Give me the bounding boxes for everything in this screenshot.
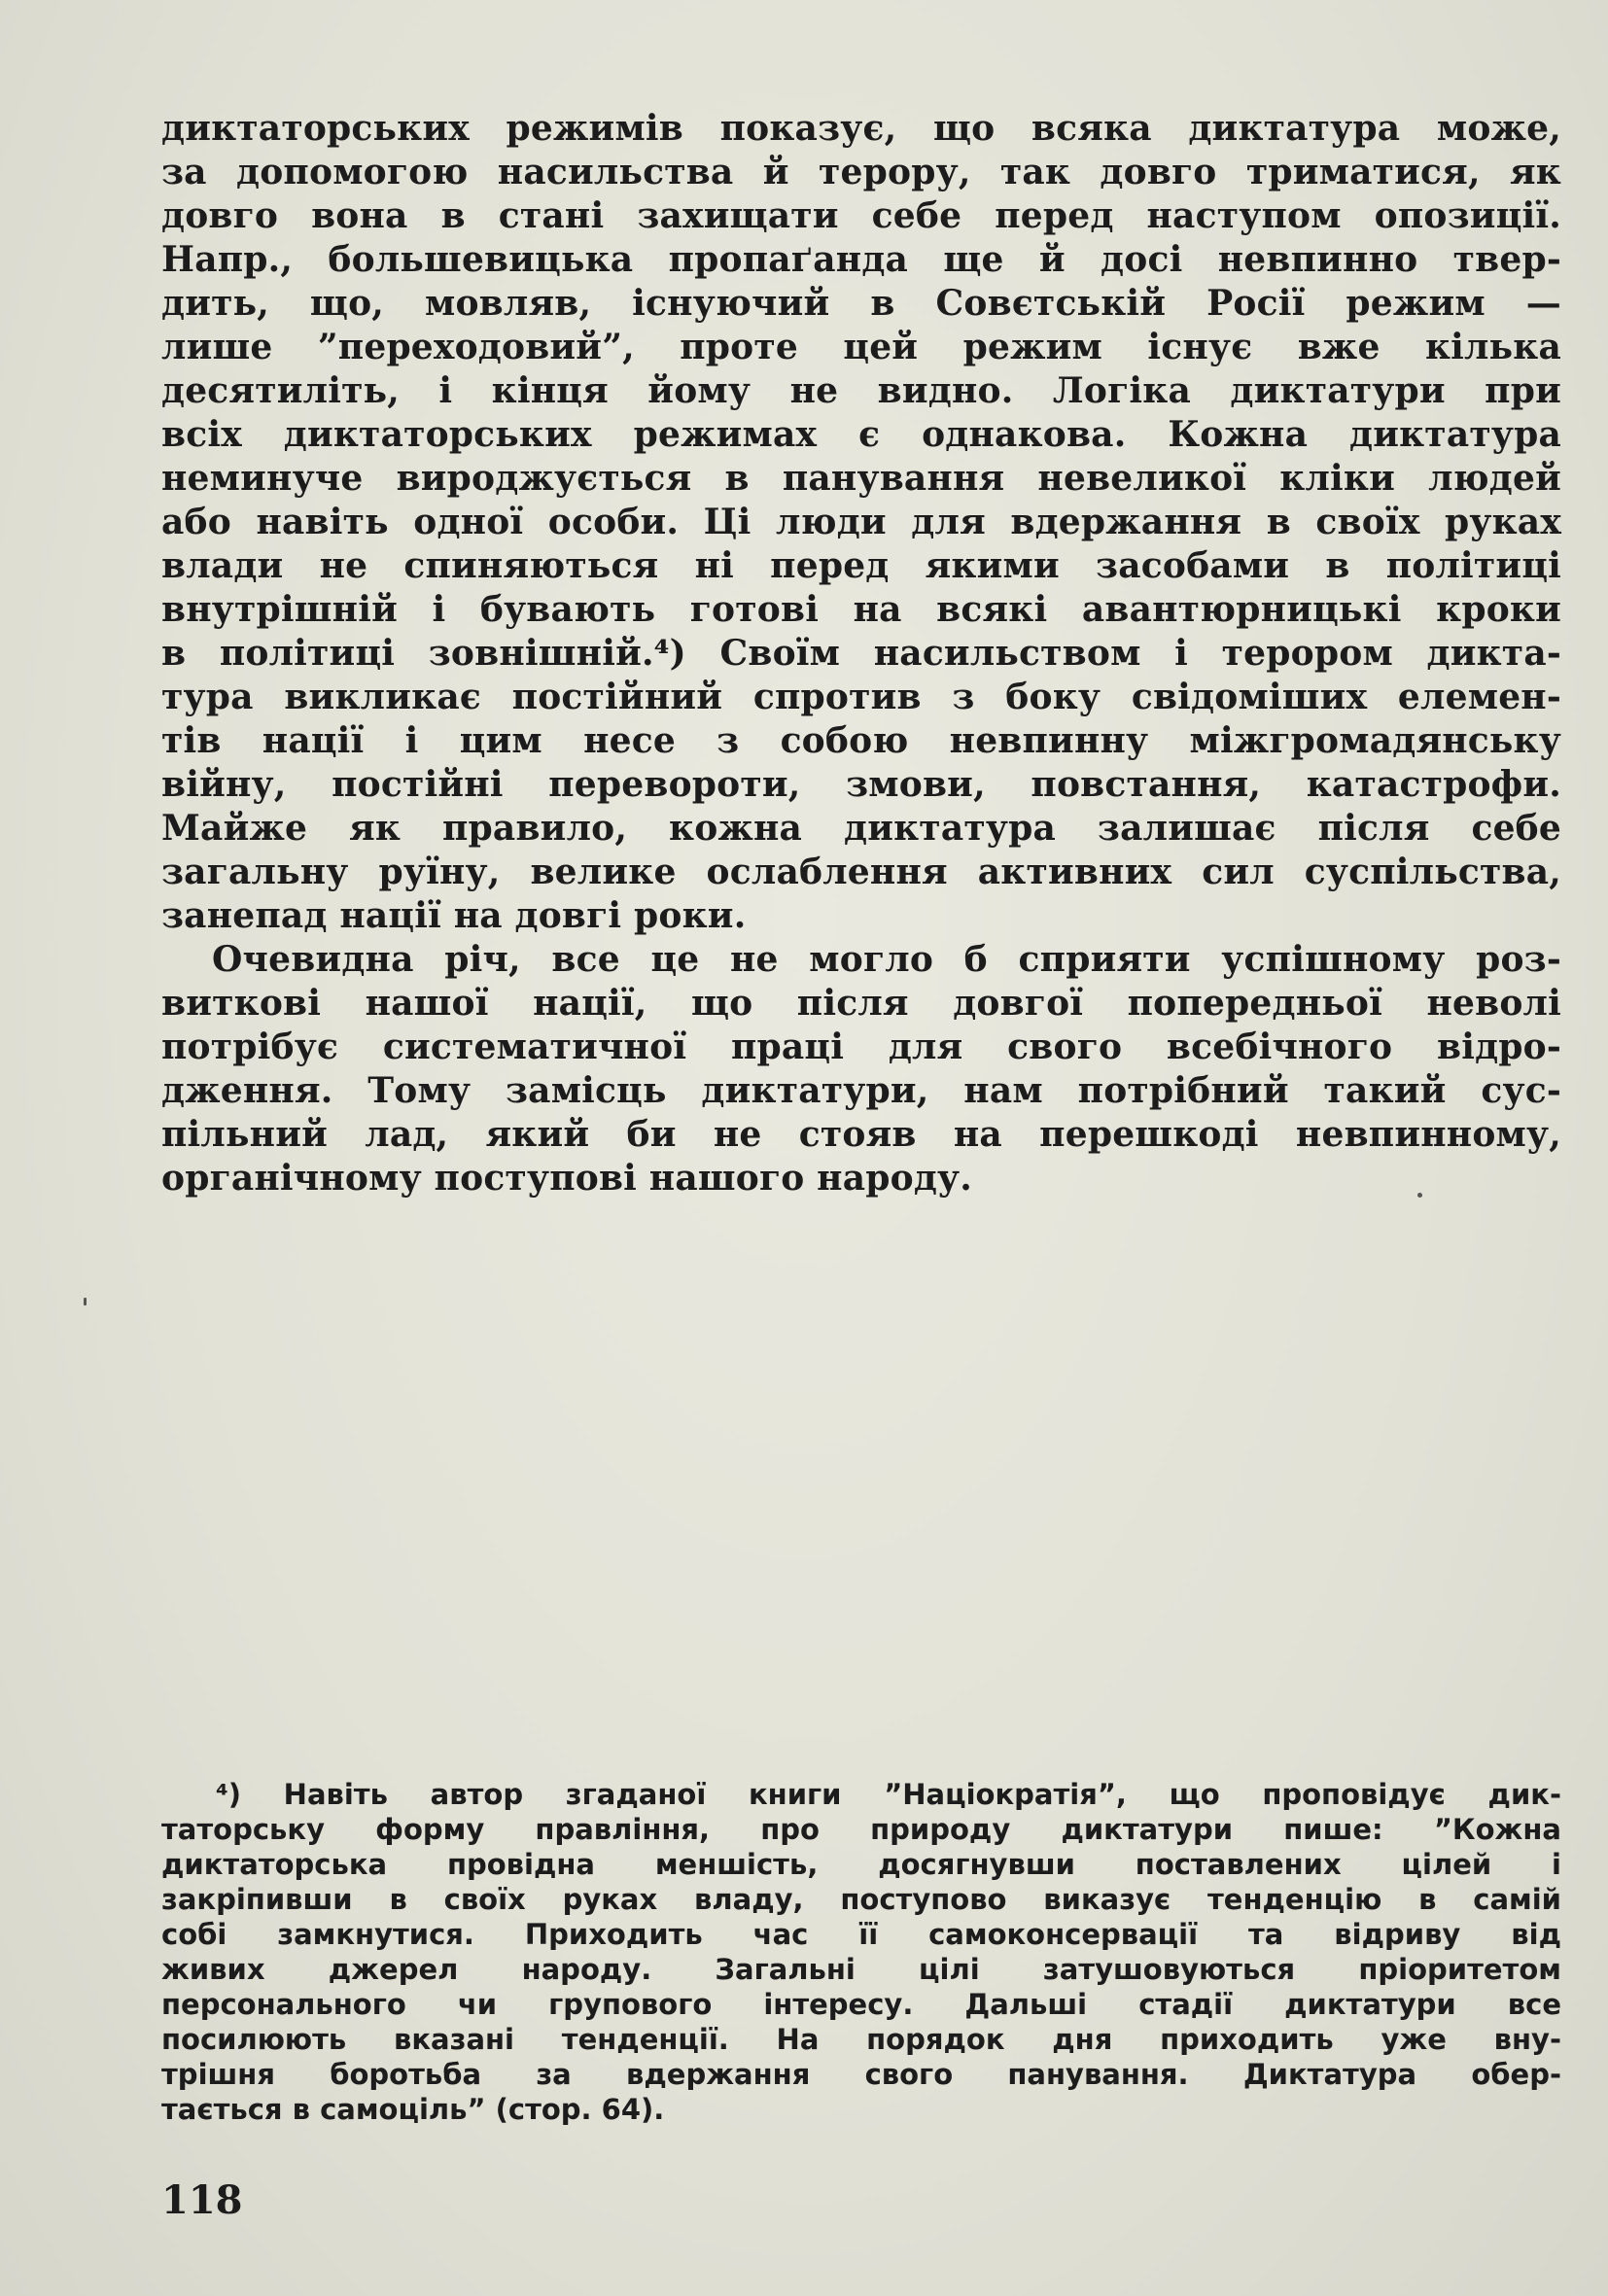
body-line: за допомогою насильства й терору, так довго триматися, як [161, 152, 1561, 192]
body-line: тура викликає постійний спротив з боку свідоміших елемен- [161, 677, 1561, 717]
body-line: лише ”переходовий”, проте цей режим існує вже кілька [161, 327, 1561, 367]
paper-speck [84, 1298, 87, 1305]
page-number: 118 [161, 2177, 243, 2223]
paragraph-line: виткові нашої нації, що після довгої попередньої неволі [161, 983, 1561, 1024]
footnote-line: посилюють вказані тенденції. На порядок дня приходить уже вну- [161, 2023, 1561, 2056]
footnote-line: закріпивши в своїх руках владу, поступово виказує тенденцію в самій [161, 1883, 1561, 1916]
paragraph-line: дження. Тому замісць диктатури, нам потрібний такий сус- [161, 1070, 1561, 1111]
body-line: війну, постійні перевороти, змови, повстання, катастрофи. [161, 764, 1561, 805]
body-line: Майже як правило, кожна диктатура залишає після себе [161, 808, 1561, 849]
body-line: занепад нації на довгі роки. [161, 895, 747, 936]
body-line: внутрішній і бувають готові на всякі авантюрницькі кроки [161, 589, 1561, 630]
footnote-line: ⁴) Навіть автор згаданої книги ”Націократія”, що проповідує дик- [216, 1778, 1561, 1811]
paragraph-line: органічному поступові нашого народу. [161, 1158, 972, 1199]
body-line: всіх диктаторських режимах є однакова. Кожна диктатура [161, 414, 1561, 455]
paragraph-line: Очевидна річ, все це не могло б сприяти успішному роз- [212, 939, 1561, 980]
footnote-line: живих джерел народу. Загальні цілі затушовуються пріоритетом [161, 1953, 1561, 1986]
body-line: довго вона в стані захищати себе перед наступом опозиції. [161, 195, 1561, 236]
paragraph-line: пільний лад, який би не стояв на перешкоді невпинному, [161, 1114, 1561, 1155]
footnote [161, 1777, 1561, 2127]
body-line: влади не спиняються ні перед якими засобами в політиці [161, 545, 1561, 586]
footnote-line: диктаторська провідна меншість, досягнувши поставлених цілей і [161, 1848, 1561, 1881]
main-body-text [161, 107, 1561, 1200]
body-line: тів нації і цим несе з собою невпинну міжгромадянську [161, 720, 1561, 761]
body-line: Напр., большевицька пропаґанда ще й досі невпинно твер- [161, 239, 1561, 280]
body-line: в політиці зовнішній.⁴) Своїм насильством і терором дикта- [161, 633, 1561, 674]
body-line: десятиліть, і кінця йому не видно. Логіка диктатури при [161, 370, 1561, 411]
footnote-line: тається в самоціль” (стор. 64). [161, 2093, 665, 2126]
footnote-line: собі замкнутися. Приходить час її самоконсервації та відриву від [161, 1918, 1561, 1951]
footnote-line: таторську форму правління, про природу диктатури пише: ”Кожна [161, 1813, 1561, 1846]
paper-speck [1417, 1193, 1422, 1198]
body-line: неминуче вироджується в панування невеликої кліки людей [161, 458, 1561, 499]
body-line: диктаторських режимів показує, що всяка диктатура може, [161, 108, 1561, 149]
body-line: загальну руїну, велике ослаблення активних сил суспільства, [161, 852, 1561, 892]
footnote-line: персонального чи групового інтересу. Дальші стадії диктатури все [161, 1988, 1561, 2021]
paragraph-line: потрібує систематичної праці для свого всебічного відро- [161, 1026, 1561, 1067]
body-line: або навіть одної особи. Ці люди для вдержання в своїх руках [161, 502, 1561, 542]
footnote-line: трішня боротьба за вдержання свого панування. Диктатура обер- [161, 2058, 1561, 2091]
body-line: дить, що, мовляв, існуючий в Совєтській Росії режим — [161, 283, 1561, 324]
